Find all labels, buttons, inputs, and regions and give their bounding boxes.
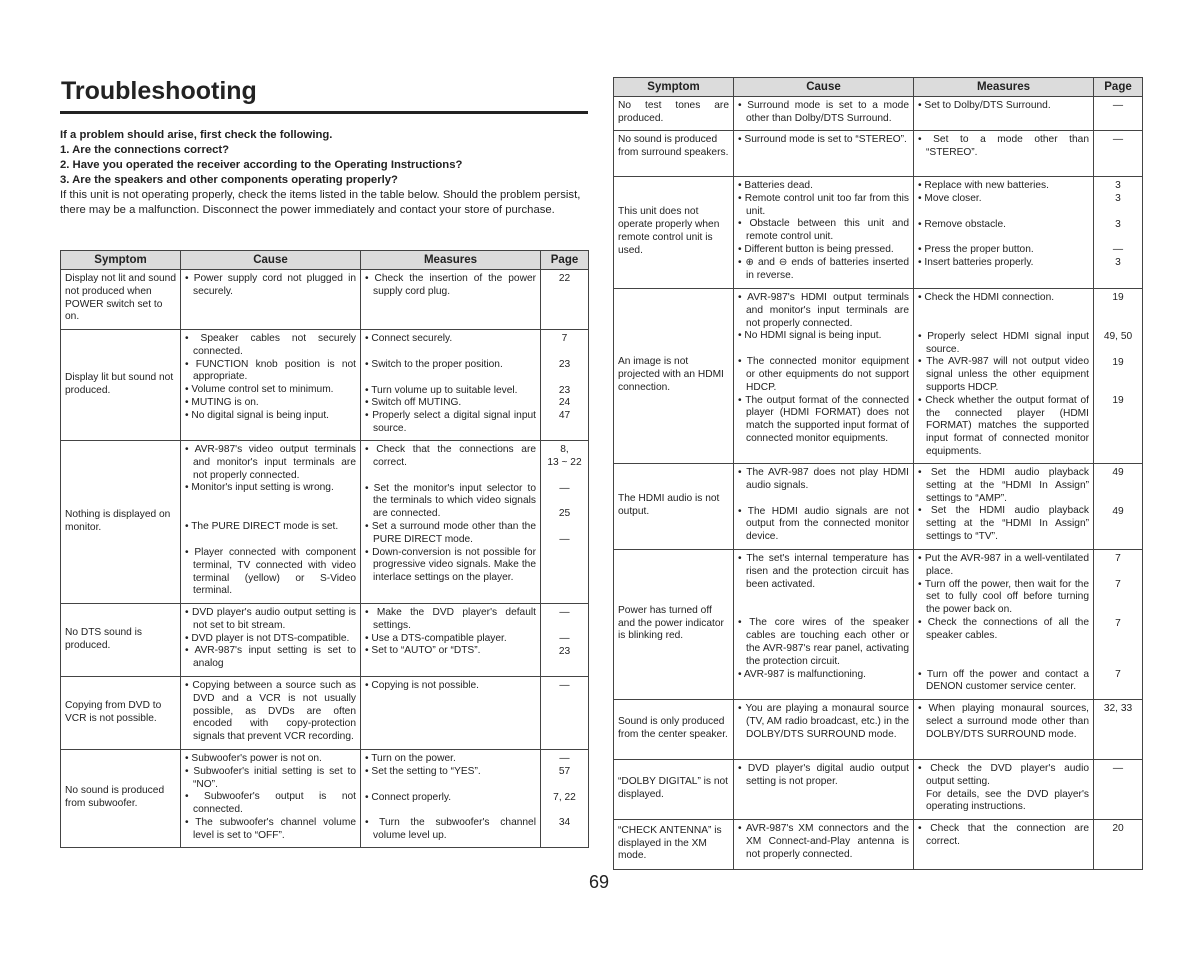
page-cell: — — [541, 677, 589, 750]
cause-cell: • AVR-987's XM connectors and the XM Connect-and-Play antenna is not properly connected. — [734, 820, 914, 870]
header-measures: Measures — [914, 78, 1094, 97]
header-symptom: Symptom — [614, 78, 734, 97]
troubleshooting-table-right — [613, 77, 1143, 870]
table-header-row — [614, 78, 1143, 97]
measures-cell: • Check the HDMI connection. • Properly select HDMI signal input source. • The AVR-987 will not output video signal unless the other equipment supports HDCP. • Check whether the output format of the connected player (HDMI FORMAT) matches the supported input format of connected monitor equipments. — [914, 289, 1094, 464]
header-cause: Cause — [734, 78, 914, 97]
cause-cell: • DVD player's audio output setting is not set to bit stream. • DVD player is not DTS-compatible. • AVR-987's input setting is set to analog — [181, 604, 361, 677]
symptom-cell: The HDMI audio is not output. — [614, 464, 734, 550]
page-cell: 20 — [1094, 820, 1143, 870]
table-row — [614, 97, 1143, 131]
table-row — [614, 289, 1143, 464]
page-cell: 49 49 — [1094, 464, 1143, 550]
symptom-cell: No sound is produced from subwoofer. — [61, 750, 181, 848]
measures-cell: • Set to a mode other than “STEREO”. — [914, 131, 1094, 177]
table-row — [61, 441, 589, 604]
page-cell: 7 7 7 7 — [1094, 550, 1143, 700]
page-title: Troubleshooting — [61, 77, 257, 105]
intro-lead: If a problem should arise, first check the following. — [60, 129, 333, 141]
table-row — [61, 270, 589, 330]
cause-cell: • Power supply cord not plugged in securely. — [181, 270, 361, 330]
table-row — [614, 820, 1143, 870]
measures-cell: • Set to Dolby/DTS Surround. — [914, 97, 1094, 131]
header-symptom: Symptom — [61, 251, 181, 270]
measures-cell: • Copying is not possible. — [361, 677, 541, 750]
table-row — [614, 131, 1143, 177]
page-cell: 3 3 3 — 3 — [1094, 177, 1143, 289]
page-cell: 32, 33 — [1094, 700, 1143, 760]
cause-cell: • Copying between a source such as DVD and a VCR is not usually possible, as DVDs are often encoded with copy-protection signals that prevent VCR recording. — [181, 677, 361, 750]
cause-cell: • The set's internal temperature has risen and the protection circuit has been activated. • The core wires of the speaker cables are touching each other or the AVR-987's rear panel, activating the protection circuit. • AVR-987 is malfunctioning. — [734, 550, 914, 700]
header-page: Page — [541, 251, 589, 270]
page-number: 69 — [589, 872, 610, 892]
cause-cell: • Surround mode is set to a mode other than Dolby/DTS Surround. — [734, 97, 914, 131]
cause-cell: • AVR-987's HDMI output terminals and monitor's input terminals are not properly connected. • No HDMI signal is being input. • The connected monitor equipment or other equipments do not support HDCP. • The output format of the connected player (HDMI FORMAT) does not match the supported input format of connected monitor equipments. — [734, 289, 914, 464]
table-row — [614, 550, 1143, 700]
cause-cell: • Subwoofer's power is not on. • Subwoofer's initial setting is set to “NO”. • Subwoofer's output is not connected. • The subwoofer's channel volume level is set to “OFF”. — [181, 750, 361, 848]
cause-cell: • Surround mode is set to “STEREO”. — [734, 131, 914, 177]
page-cell: — 57 7, 22 34 — [541, 750, 589, 848]
table-row — [614, 760, 1143, 820]
symptom-cell: Display not lit and sound not produced when POWER switch set to on. — [61, 270, 181, 330]
header-page: Page — [1094, 78, 1143, 97]
measures-cell: • Check the DVD player's audio output setting. For details, see the DVD player's operating instructions. — [914, 760, 1094, 820]
measures-cell: • Check the insertion of the power supply cord plug. — [361, 270, 541, 330]
header-cause: Cause — [181, 251, 361, 270]
symptom-cell: “CHECK ANTENNA” is displayed in the XM mode. — [614, 820, 734, 870]
intro-question-2: 2. Have you operated the receiver according to the Operating Instructions? — [60, 159, 463, 171]
intro-body: If this unit is not operating properly, check the items listed in the table below. Should the problem persist, there may be a malfunction. Disconnect the power immediately and contact your store of purchase. — [60, 189, 581, 216]
table-header-row — [61, 251, 589, 270]
symptom-cell: Nothing is displayed on monitor. — [61, 441, 181, 604]
table-row — [61, 330, 589, 441]
troubleshooting-table-left — [60, 250, 589, 848]
symptom-cell: Sound is only produced from the center speaker. — [614, 700, 734, 760]
page-cell: 7 23 23 24 47 — [541, 330, 589, 441]
intro-question-3: 3. Are the speakers and other components operating properly? — [60, 174, 398, 186]
measures-cell: • Check that the connection are correct. — [914, 820, 1094, 870]
symptom-cell: Display lit but sound not produced. — [61, 330, 181, 441]
table-row — [61, 677, 589, 750]
measures-cell: • Put the AVR-987 in a well-ventilated place. • Turn off the power, then wait for the set to fully cool off before turning the power back on. • Check the connections of all the speaker cables. • Turn off the power and contact a DENON customer service center. — [914, 550, 1094, 700]
page-cell: — — [1094, 131, 1143, 177]
measures-cell: • Check that the connections are correct. • Set the monitor's input selector to the terminals to which video signals are connected. • Set a surround mode other than the PURE DIRECT mode. • Down-conversion is not possible for progressive video signals. Make the interlace settings on the player. — [361, 441, 541, 604]
cause-cell: • Batteries dead. • Remote control unit too far from this unit. • Obstacle between this unit and remote control unit. • Different button is being pressed. • ⊕ and ⊖ ends of batteries inserted in reverse. — [734, 177, 914, 289]
symptom-cell: Copying from DVD to VCR is not possible. — [61, 677, 181, 750]
page-cell: — — [1094, 760, 1143, 820]
cause-cell: • The AVR-987 does not play HDMI audio signals. • The HDMI audio signals are not output from the connected monitor device. — [734, 464, 914, 550]
measures-cell: • Make the DVD player's default settings. • Use a DTS-compatible player. • Set to “AUTO” or “DTS”. — [361, 604, 541, 677]
page-cell: 8, 13 ~ 22 — 25 — — [541, 441, 589, 604]
intro-question-1: 1. Are the connections correct? — [60, 144, 230, 156]
cause-cell: • DVD player's digital audio output setting is not proper. — [734, 760, 914, 820]
table-row — [614, 177, 1143, 289]
intro-section — [60, 128, 590, 218]
measures-cell: • When playing monaural sources, select a surround mode other than DOLBY/DTS SURROUND mode. — [914, 700, 1094, 760]
page-cell: 19 49, 50 19 19 — [1094, 289, 1143, 464]
page-cell: — — 23 — [541, 604, 589, 677]
measures-cell: • Turn on the power. • Set the setting to “YES”. • Connect properly. • Turn the subwoofer's channel volume level up. — [361, 750, 541, 848]
symptom-cell: An image is not projected with an HDMI connection. — [614, 289, 734, 464]
symptom-cell: Power has turned off and the power indicator is blinking red. — [614, 550, 734, 700]
table-row — [614, 700, 1143, 760]
title-rule — [60, 111, 588, 114]
measures-cell: • Set the HDMI audio playback setting at the “HDMI In Assign” settings to “AMP”. • Set the HDMI audio playback setting at the “HDMI In Assign” settings to “TV”. — [914, 464, 1094, 550]
measures-cell: • Replace with new batteries. • Move closer. • Remove obstacle. • Press the proper button. • Insert batteries properly. — [914, 177, 1094, 289]
symptom-cell: “DOLBY DIGITAL” is not displayed. — [614, 760, 734, 820]
symptom-cell: This unit does not operate properly when remote control unit is used. — [614, 177, 734, 289]
cause-cell: • You are playing a monaural source (TV, AM radio broadcast, etc.) in the DOLBY/DTS SURROUND mode. — [734, 700, 914, 760]
measures-cell: • Connect securely. • Switch to the proper position. • Turn volume up to suitable level. • Switch off MUTING. • Properly select a digital signal input source. — [361, 330, 541, 441]
page-cell: 22 — [541, 270, 589, 330]
header-measures: Measures — [361, 251, 541, 270]
symptom-cell: No test tones are produced. — [614, 97, 734, 131]
page-cell: — — [1094, 97, 1143, 131]
table-row — [61, 604, 589, 677]
symptom-cell: No DTS sound is produced. — [61, 604, 181, 677]
table-row — [614, 464, 1143, 550]
cause-cell: • Speaker cables not securely connected. • FUNCTION knob position is not appropriate. • Volume control set to minimum. • MUTING is on. • No digital signal is being input. — [181, 330, 361, 441]
symptom-cell: No sound is produced from surround speakers. — [614, 131, 734, 177]
cause-cell: • AVR-987's video output terminals and monitor's input terminals are not properly connected. • Monitor's input setting is wrong. • The PURE DIRECT mode is set. • Player connected with component terminal, TV connected with video terminal (yellow) or S-Video terminal. — [181, 441, 361, 604]
table-row — [61, 750, 589, 848]
